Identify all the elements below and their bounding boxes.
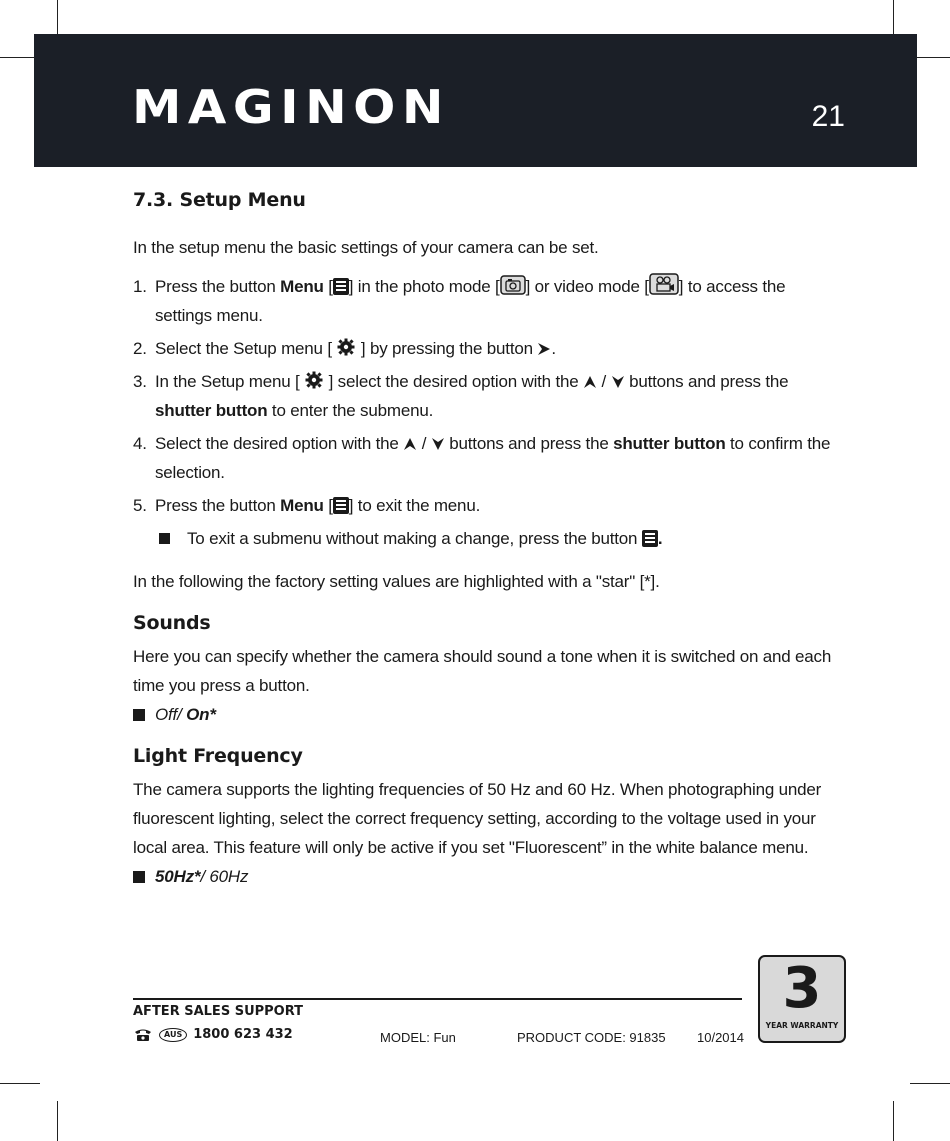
step-number: 2.	[133, 339, 147, 358]
intro-text: In the setup menu the basic settings of your camera can be set.	[133, 238, 599, 257]
sounds-title: Sounds	[133, 612, 211, 634]
gear-icon	[304, 370, 324, 390]
step-text: [	[323, 496, 333, 515]
step-text: ] to access the settings menu.	[155, 277, 786, 325]
video-mode-icon	[649, 273, 679, 295]
list-item	[133, 429, 833, 487]
option-default: On*	[186, 705, 216, 724]
step-text: /	[597, 372, 611, 391]
gear-icon	[336, 337, 356, 357]
section-title: 7.3. Setup Menu	[133, 189, 306, 211]
support-phone-row	[133, 1027, 293, 1042]
bullet-square	[133, 709, 145, 721]
brand-logo: MAGINON	[132, 80, 450, 134]
menu-label: Menu	[280, 496, 324, 515]
arrow-up-icon	[403, 437, 417, 451]
light-frequency-options	[133, 862, 833, 891]
shutter-button-label: shutter button	[155, 401, 268, 420]
factory-note: In the following the factory setting values are highlighted with a "star" [*].	[133, 572, 660, 591]
support-phone: 1800 623 432	[193, 1027, 293, 1042]
list-item	[133, 334, 833, 363]
list-item	[133, 367, 833, 425]
step-text: Select the desired option with the	[155, 434, 399, 453]
crop-mark	[0, 1083, 40, 1084]
arrow-up-icon	[583, 375, 597, 389]
step-text: Select the Setup menu [	[155, 339, 332, 358]
page-header	[34, 34, 917, 167]
step-number: 5.	[133, 496, 147, 515]
step-text: ] in the photo mode [	[348, 277, 500, 296]
country-badge: AUS	[159, 1028, 187, 1042]
step-text: [	[323, 277, 333, 296]
shutter-button-label: shutter button	[613, 434, 726, 453]
phone-icon	[133, 1028, 153, 1042]
arrow-down-icon	[431, 437, 445, 451]
instruction-list	[133, 272, 833, 520]
arrow-down-icon	[611, 375, 625, 389]
warranty-text: YEAR WARRANTY	[765, 1021, 839, 1030]
step-text: In the Setup menu [	[155, 372, 300, 391]
step-text: buttons and press the	[624, 372, 789, 391]
sounds-options	[133, 700, 833, 729]
step-text: to enter the submenu.	[267, 401, 434, 420]
step-text: to confirm the selection.	[155, 434, 831, 482]
step-number: 3.	[133, 372, 147, 391]
step-text: Press the button	[155, 496, 281, 515]
page-number: 21	[811, 100, 845, 133]
step-number: 1.	[133, 277, 147, 296]
light-frequency-title: Light Frequency	[133, 745, 303, 767]
list-item	[133, 272, 833, 330]
crop-mark	[910, 1083, 950, 1084]
step-text: buttons and press the	[444, 434, 614, 453]
option-text: Off/	[155, 705, 187, 724]
sub-note-text: .	[657, 529, 663, 548]
sub-note	[133, 524, 833, 553]
step-text: Press the button	[155, 277, 281, 296]
menu-icon	[642, 530, 658, 547]
photo-mode-icon	[500, 275, 526, 295]
step-text: .	[551, 339, 556, 358]
option-default: 50Hz*	[155, 867, 201, 886]
warranty-number: 3	[782, 956, 822, 1021]
footer-divider	[133, 998, 742, 1000]
sub-note-text: To exit a submenu without making a change, press the button	[187, 529, 638, 548]
step-text: ] to exit the menu.	[348, 496, 481, 515]
list-item	[133, 491, 833, 520]
option-text: / 60Hz	[200, 867, 249, 886]
step-text: ] select the desired option with the	[328, 372, 579, 391]
menu-label: Menu	[280, 277, 324, 296]
crop-mark	[893, 1101, 894, 1141]
menu-icon	[333, 278, 349, 295]
bullet-square	[159, 533, 170, 544]
step-number: 4.	[133, 434, 147, 453]
warranty-badge	[758, 955, 846, 1043]
step-text: ] by pressing the button	[360, 339, 533, 358]
support-title: AFTER SALES SUPPORT	[133, 1004, 304, 1019]
light-frequency-text: The camera supports the lighting frequencies of 50 Hz and 60 Hz. When photographing under fluorescent lighting, select the correct frequency setting, according to the voltage used in your local area. This feature will only be active if you set "Fluorescent” in the white balance menu.	[133, 780, 822, 857]
model-label: MODEL: Fun	[380, 1030, 456, 1045]
step-text: ] or video mode [	[525, 277, 649, 296]
step-text: /	[417, 434, 431, 453]
sounds-text: Here you can specify whether the camera should sound a tone when it is switched on and each time you press a button.	[133, 647, 832, 695]
bullet-square	[133, 871, 145, 883]
menu-icon	[333, 497, 349, 514]
product-code: PRODUCT CODE: 91835	[517, 1030, 666, 1045]
print-date: 10/2014	[697, 1030, 744, 1045]
arrow-right-icon	[537, 342, 551, 356]
crop-mark	[57, 1101, 58, 1141]
main-content	[133, 185, 833, 891]
